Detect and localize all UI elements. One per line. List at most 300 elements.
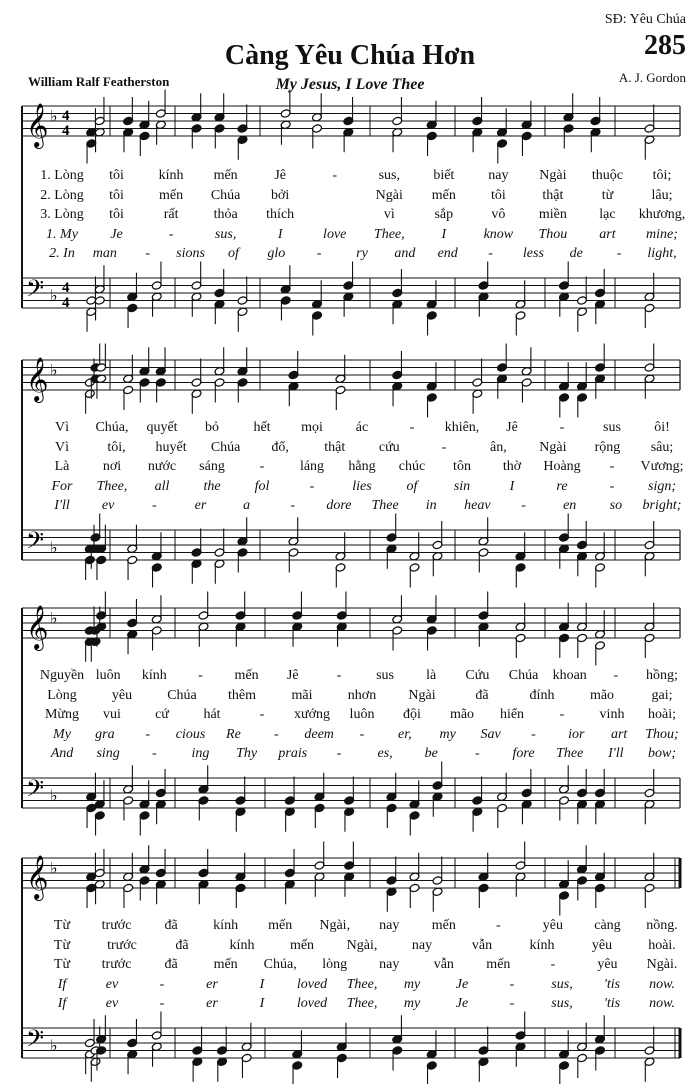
lyric-syllable: ing: [191, 746, 210, 761]
lyric-syllable: mến: [234, 668, 259, 683]
time-signature: 4: [62, 123, 70, 139]
lyric-syllable: -: [488, 246, 493, 261]
lyric-syllable: er,: [398, 726, 412, 742]
lyric-syllable: man: [92, 246, 117, 261]
lyric-syllable: nồng.: [646, 918, 678, 933]
lyric-syllable: mine;: [646, 226, 678, 242]
lyric-syllable: luôn: [349, 707, 375, 722]
lyric-syllable: sâu;: [650, 439, 674, 455]
bass-staff: [22, 275, 680, 312]
lyric-syllable: sign;: [648, 478, 676, 494]
lyric-syllable: de: [569, 246, 583, 261]
lyric-syllable: tôi: [490, 187, 506, 203]
treble-staff-system-4: [0, 838, 700, 898]
lyric-syllable: My: [53, 726, 71, 742]
lyric-syllable: yêu: [591, 937, 613, 953]
lyric-syllable: lâu;: [651, 187, 673, 203]
time-signature: 4: [62, 295, 70, 311]
lyric-syllable: Chúa: [167, 687, 197, 703]
lyric-syllable: -: [159, 996, 165, 1011]
bass-staff: [22, 1025, 680, 1059]
bass-clef-icon: 𝄢: [26, 526, 45, 560]
page-subtitle: My Jesus, I Love Thee: [275, 76, 425, 93]
lyric-syllable: know: [483, 226, 514, 242]
lyric-syllable: Từ: [53, 918, 71, 933]
lyric-syllable: Je: [455, 996, 469, 1011]
lyric-syllable: khiên,: [444, 420, 480, 435]
lyric-syllable: 1. My: [46, 226, 78, 242]
lyric-syllable: nay: [488, 168, 509, 183]
lyric-syllable: gra: [95, 726, 115, 742]
lyric-syllable: the: [203, 478, 221, 494]
treble-staff-system-2: [0, 340, 700, 400]
lyric-syllable: nay: [411, 937, 433, 953]
lyric-syllable: thật: [542, 187, 564, 203]
lyric-syllable: Chúa,: [263, 957, 297, 972]
lyric-syllable: hát: [203, 707, 221, 722]
lyric-syllable: ev: [105, 976, 119, 992]
lyric-syllable: And: [50, 746, 74, 761]
lyric-line-verse-3: [0, 707, 700, 727]
lyric-syllable: 2. Lòng: [40, 187, 84, 203]
lyric-syllable: kính: [158, 168, 184, 183]
lyric-syllable: tôi: [109, 168, 124, 183]
lyric-syllable: thêm: [228, 687, 256, 703]
lyric-syllable: Thou;: [645, 726, 679, 742]
lyric-syllable: mão: [449, 707, 475, 722]
lyric-syllable: I: [441, 226, 447, 242]
lyric-syllable: lies: [352, 478, 372, 494]
lyric-syllable: bởi: [271, 187, 290, 203]
lyric-syllable: -: [309, 478, 315, 494]
lyric-syllable: láng: [299, 459, 325, 474]
lyric-syllable: càng: [594, 918, 621, 933]
lyric-syllable: lạc: [599, 207, 616, 222]
lyric-syllable: er: [206, 996, 218, 1011]
lyric-syllable: -: [336, 746, 342, 761]
lyric-syllable: Ngài: [375, 187, 403, 203]
lyric-syllable: là: [426, 668, 437, 683]
lyric-syllable: rộng: [594, 439, 621, 455]
lyric-syllable: -: [159, 976, 165, 992]
lyric-syllable: Ngài: [408, 687, 436, 703]
lyric-syllable: đổ,: [271, 439, 289, 455]
lyric-syllable: kính: [229, 937, 255, 953]
lyric-syllable: sáng: [199, 459, 225, 474]
lyric-syllable: Chúa: [210, 187, 241, 203]
lyric-syllable: fol: [254, 478, 270, 494]
lyric-syllable: love: [323, 226, 347, 242]
lyric-syllable: hoài.: [648, 937, 676, 953]
lyric-syllable: ior: [568, 726, 585, 742]
lyric-syllable: sus,: [551, 996, 573, 1011]
system-bracket: [18, 858, 26, 1060]
lyric-line-verse-2: [0, 440, 700, 460]
lyric-syllable: mãi: [291, 687, 313, 703]
bass-clef-icon: 𝄢: [26, 1024, 45, 1058]
lyric-syllable: -: [509, 996, 515, 1011]
lyric-syllable: mến: [159, 187, 184, 203]
lyric-syllable: -: [613, 668, 619, 683]
lyric-syllable: khương,: [638, 207, 686, 222]
lyric-syllable: -: [151, 746, 157, 761]
lyric-syllable: -: [609, 478, 615, 494]
lyric-syllable: Chúa: [210, 439, 241, 455]
lyric-syllable: trước: [101, 957, 132, 972]
lyric-syllable: tôn: [453, 459, 471, 474]
lyric-syllable: art: [599, 226, 616, 242]
lyric-syllable: -: [259, 707, 265, 722]
lyric-syllable: Thy: [236, 746, 258, 761]
lyric-syllable: -: [145, 246, 151, 261]
lyric-syllable: loved: [296, 976, 328, 992]
lyric-syllable: -: [151, 498, 157, 513]
lyric-syllable: thuộc: [591, 168, 624, 183]
lyric-syllable: đội: [403, 707, 421, 722]
lyric-syllable: heav: [464, 498, 491, 513]
lyric-syllable: I: [277, 226, 283, 242]
lyric-syllable: Nguyền: [39, 668, 85, 683]
lyric-line-verse-4: [0, 977, 700, 997]
bass-staff-system-2: [0, 510, 700, 570]
lyric-syllable: nơi: [102, 459, 122, 474]
lyric-syllable: Jê: [274, 168, 287, 183]
lyric-syllable: re: [556, 478, 568, 494]
lyric-syllable: of: [406, 478, 418, 494]
lyric-syllable: mến: [289, 937, 315, 953]
lyric-syllable: Thee: [556, 746, 584, 761]
lyric-syllable: be: [424, 746, 438, 761]
lyric-syllable: thờ: [502, 459, 522, 474]
lyric-syllable: mến: [431, 918, 456, 933]
lyric-syllable: -: [475, 746, 480, 761]
lyric-syllable: sin: [453, 478, 471, 494]
lyric-syllable: xướng: [294, 707, 330, 722]
lyric-line-verse-1: [0, 168, 700, 188]
lyric-syllable: nước: [147, 459, 177, 474]
lyric-syllable: prais: [278, 746, 308, 761]
lyric-syllable: Cứu: [465, 668, 490, 683]
lyric-syllable: Jê: [506, 420, 518, 435]
lyric-syllable: huyết: [155, 439, 187, 455]
lyric-syllable: mến: [268, 918, 293, 933]
lyric-syllable: yêu: [542, 918, 564, 933]
lyric-syllable: từ: [601, 187, 614, 203]
lyric-syllable: nhơn: [347, 687, 377, 703]
lyric-syllable: chúc: [398, 459, 426, 474]
lyric-syllable: Thee,: [346, 976, 378, 992]
lyric-syllable: Ngài,: [319, 918, 351, 933]
lyricist-credit: William Ralf Featherston: [28, 74, 170, 89]
lyric-syllable: đính: [529, 687, 555, 703]
treble-clef-icon: 𝄞: [26, 357, 49, 401]
flat-icon: ♭: [50, 285, 58, 305]
bass-staff-system-4: [0, 1008, 700, 1068]
treble-clef-icon: 𝄞: [26, 855, 49, 899]
lyric-syllable: sus,: [551, 976, 573, 992]
lyric-syllable: Vì: [55, 439, 69, 455]
lyric-syllable: mến: [431, 187, 456, 203]
lyric-syllable: Vì: [55, 420, 69, 435]
system-bracket: [18, 106, 26, 310]
bass-staff-system-1: [0, 258, 700, 318]
lyric-syllable: vui: [103, 707, 121, 722]
lyric-syllable: -: [521, 498, 526, 513]
lyric-syllable: Thee: [371, 498, 399, 513]
lyric-line-verse-1: [0, 420, 700, 440]
system-bracket: [18, 608, 26, 810]
lyric-syllable: hiển: [499, 707, 525, 722]
lyric-syllable: -: [509, 976, 515, 992]
lyric-syllable: all: [154, 478, 170, 494]
lyric-syllable: cứu: [378, 439, 400, 455]
lyric-syllable: 'tis: [603, 996, 621, 1011]
lyric-syllable: sắp: [434, 207, 454, 222]
time-signature: 4: [62, 280, 70, 296]
lyric-syllable: If: [57, 996, 67, 1011]
time-signature: 4: [62, 108, 70, 124]
lyric-syllable: vì: [383, 207, 395, 222]
treble-clef-icon: 𝄞: [26, 103, 49, 147]
lyric-syllable: ev: [105, 996, 119, 1011]
lyric-syllable: luôn: [95, 668, 121, 683]
lyric-syllable: I: [259, 976, 265, 992]
lyric-syllable: khoan: [552, 668, 587, 683]
bass-clef-icon: 𝄢: [26, 774, 45, 808]
lyric-line-verse-2: [0, 188, 700, 208]
lyric-syllable: mến: [213, 957, 238, 972]
lyric-syllable: Từ: [53, 957, 71, 972]
lyric-syllable: -: [559, 420, 565, 435]
lyric-syllable: sus: [603, 420, 621, 435]
flat-icon: ♭: [50, 858, 58, 878]
lyric-syllable: -: [550, 957, 556, 972]
lyric-syllable: -: [273, 726, 279, 742]
lyric-line-verse-2: [0, 688, 700, 708]
lyric-syllable: kính: [141, 668, 167, 683]
lyric-syllable: deem: [304, 726, 334, 742]
lyric-syllable: -: [145, 726, 151, 742]
flat-icon: ♭: [50, 608, 58, 628]
lyric-syllable: Là: [54, 459, 70, 474]
lyric-syllable: kính: [213, 918, 239, 933]
lyric-syllable: ác: [355, 420, 369, 435]
lyric-syllable: Hoàng: [543, 459, 581, 474]
lyric-syllable: Lòng: [47, 687, 77, 703]
lyric-syllable: fore: [512, 746, 535, 761]
lyric-syllable: hoài;: [648, 707, 676, 722]
topic-label: SĐ: Yêu Chúa: [604, 12, 686, 27]
lyric-syllable: my: [403, 996, 421, 1011]
lyric-syllable: tôi: [109, 187, 124, 203]
lyric-syllable: -: [616, 246, 622, 261]
lyric-syllable: so: [609, 498, 623, 513]
lyric-syllable: -: [441, 439, 447, 455]
lyric-syllable: end: [437, 246, 458, 261]
lyric-syllable: thật: [324, 439, 346, 455]
lyric-syllable: Je: [455, 976, 469, 992]
flat-icon: ♭: [50, 785, 58, 805]
lyric-syllable: es,: [377, 746, 393, 761]
lyric-syllable: loved: [296, 996, 328, 1011]
lyric-syllable: sus,: [214, 226, 237, 242]
lyric-syllable: now.: [649, 996, 675, 1011]
lyric-syllable: er: [206, 976, 218, 992]
lyric-syllable: đã: [164, 957, 178, 972]
lyric-syllable: cious: [175, 726, 206, 742]
flat-icon: ♭: [50, 1035, 58, 1055]
lyric-syllable: -: [531, 726, 536, 742]
lyric-syllable: en: [563, 498, 577, 513]
lyric-syllable: Vương;: [640, 459, 684, 474]
lyric-syllable: a: [243, 498, 251, 513]
treble-clef-icon: 𝄞: [26, 605, 49, 649]
lyric-line-verse-1: [0, 918, 700, 938]
lyric-syllable: my: [403, 976, 421, 992]
lyric-syllable: of: [227, 246, 239, 261]
lyric-syllable: -: [168, 226, 174, 242]
lyric-syllable: sus: [376, 668, 395, 683]
hymn-number: 285: [644, 30, 686, 61]
lyric-syllable: mão: [589, 687, 615, 703]
lyric-syllable: Chúa: [508, 668, 539, 683]
lyric-syllable: thích: [266, 207, 295, 222]
lyric-syllable: I'll: [608, 746, 624, 761]
lyric-syllable: vẫn: [471, 937, 493, 953]
lyric-line-verse-4: [0, 227, 700, 247]
lyric-syllable: tôi: [109, 207, 124, 222]
lyric-syllable: er: [194, 498, 207, 513]
lyric-syllable: Sav: [480, 726, 501, 742]
lyric-syllable: -: [559, 707, 565, 722]
lyric-syllable: -: [409, 420, 415, 435]
lyric-syllable: đã: [164, 918, 178, 933]
lyric-syllable: -: [316, 246, 322, 261]
lyric-syllable: dore: [326, 498, 352, 513]
lyric-syllable: 3. Lòng: [40, 207, 84, 222]
lyric-line-verse-3: [0, 207, 700, 227]
lyric-syllable: kính: [529, 937, 555, 953]
system-bracket: [18, 360, 26, 562]
lyric-syllable: -: [359, 726, 365, 742]
lyric-syllable: Ngài.: [646, 957, 678, 972]
lyric-syllable: and: [394, 246, 416, 261]
lyric-syllable: Thou: [538, 226, 568, 242]
lyric-line-verse-4: [0, 479, 700, 499]
lyric-syllable: Ngài: [539, 439, 567, 455]
lyric-syllable: gai;: [651, 687, 673, 703]
lyric-syllable: ân,: [490, 439, 507, 455]
flat-icon: ♭: [50, 537, 58, 557]
lyric-syllable: my: [439, 726, 456, 742]
treble-staff-system-1: [0, 86, 700, 146]
lyric-syllable: mến: [486, 957, 511, 972]
lyric-syllable: Jê: [286, 668, 299, 683]
lyric-syllable: sions: [176, 246, 205, 261]
lyric-syllable: hồng;: [646, 668, 678, 683]
lyric-syllable: mến: [213, 168, 238, 183]
lyric-syllable: đã: [175, 937, 189, 953]
lyric-syllable: bright;: [642, 498, 682, 513]
lyric-syllable: nay: [379, 957, 400, 972]
lyric-syllable: Thee,: [96, 478, 128, 494]
lyric-syllable: -: [496, 918, 501, 933]
lyric-line-verse-1: [0, 668, 700, 688]
lyric-syllable: Mừng: [44, 707, 80, 722]
lyric-syllable: Ngài,: [346, 937, 378, 953]
lyric-syllable: ev: [101, 498, 115, 513]
lyric-syllable: in: [425, 498, 437, 513]
lyric-syllable: -: [259, 459, 265, 474]
lyric-syllable: -: [290, 498, 296, 513]
lyric-syllable: vinh: [599, 707, 625, 722]
lyric-syllable: vô: [491, 207, 506, 222]
lyric-syllable: -: [609, 459, 615, 474]
lyric-syllable: rất: [163, 207, 179, 222]
lyric-syllable: glo: [267, 246, 286, 261]
treble-staff-system-3: [0, 588, 700, 648]
lyric-syllable: Chúa,: [95, 420, 129, 435]
lyric-syllable: thỏa: [213, 207, 238, 222]
lyric-syllable: trước: [101, 918, 132, 933]
lyric-syllable: tôi,: [107, 439, 126, 455]
lyric-syllable: nay: [379, 918, 400, 933]
lyric-syllable: less: [522, 246, 544, 261]
lyric-syllable: now.: [649, 976, 675, 992]
lyric-syllable: Re: [226, 726, 241, 742]
lyric-line-verse-3: [0, 957, 700, 977]
lyric-syllable: -: [336, 668, 342, 683]
lyric-syllable: mọi: [301, 420, 323, 435]
lyric-syllable: Je: [110, 226, 123, 242]
flat-icon: ♭: [50, 360, 58, 380]
lyric-syllable: If: [57, 976, 67, 992]
lyric-syllable: I: [259, 996, 265, 1011]
lyric-syllable: sus,: [378, 168, 400, 183]
lyric-syllable: lòng: [322, 957, 348, 972]
lyric-syllable: -: [198, 668, 203, 683]
bass-staff-system-3: [0, 758, 700, 818]
lyric-syllable: hằng: [348, 459, 376, 474]
lyric-syllable: 'tis: [603, 976, 621, 992]
lyric-syllable: quyết: [146, 420, 178, 435]
lyric-line-verse-2: [0, 938, 700, 958]
lyric-syllable: Thee,: [346, 996, 378, 1011]
composer-credit: A. J. Gordon: [618, 70, 686, 85]
lyric-syllable: ry: [356, 246, 368, 261]
lyric-syllable: -: [332, 168, 338, 183]
lyric-syllable: cứ: [155, 707, 169, 722]
lyric-syllable: yêu: [597, 957, 618, 972]
lyric-line-verse-4: [0, 727, 700, 747]
lyric-syllable: Thee,: [373, 226, 405, 242]
treble-staff: [22, 103, 680, 149]
lyric-syllable: art: [610, 726, 628, 742]
flat-icon: ♭: [50, 106, 58, 126]
lyric-syllable: yêu: [111, 687, 133, 703]
lyric-syllable: Ngài: [539, 168, 567, 183]
lyric-syllable: For: [51, 478, 73, 494]
lyric-syllable: miền: [538, 207, 567, 222]
lyric-syllable: Từ: [53, 937, 71, 953]
lyric-syllable: bow;: [648, 746, 676, 761]
lyric-syllable: đã: [475, 687, 489, 703]
lyric-syllable: biết: [433, 168, 455, 183]
lyric-syllable: trước: [107, 937, 137, 953]
lyric-syllable: hết: [253, 420, 271, 435]
lyric-syllable: sing: [96, 746, 120, 761]
lyric-syllable: bỏ: [205, 420, 219, 435]
